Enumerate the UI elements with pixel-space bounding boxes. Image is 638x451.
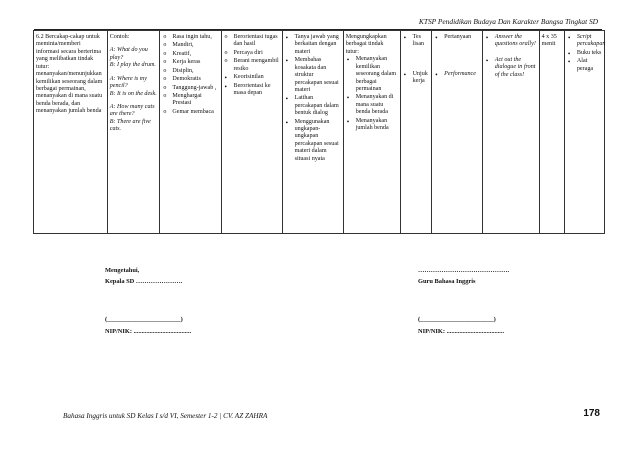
resources-list xyxy=(567,34,606,73)
right-signature-nip: NIP/NIK: .................................... xyxy=(418,328,505,335)
list-item: • Latihan percakapan dalam bentuk dialog xyxy=(285,95,341,117)
list-item: o Gemar membaca xyxy=(162,109,218,116)
list-item: o Percaya diri xyxy=(224,50,280,57)
list-item: • Script percakapan xyxy=(567,34,602,49)
indicators-cell xyxy=(343,31,400,234)
list-item: • Answer the questions orally! xyxy=(485,34,537,49)
list-item: • Keorisinilan xyxy=(224,74,280,81)
list-item: • Performance xyxy=(434,71,480,78)
list-item: • Alat peraga xyxy=(567,58,602,73)
orientation-cell xyxy=(221,31,282,234)
example-line: B: I play the drum. xyxy=(109,62,156,69)
examples-cell xyxy=(107,31,160,234)
left-signature-line1: Mengetahui, xyxy=(105,267,140,274)
indicators-intro: Mengungkapkan berbagai tindak tutur: xyxy=(345,34,387,55)
list-item: o Menghargai Prestasi xyxy=(162,93,218,108)
list-item: o Tanggung-jawab , xyxy=(162,85,218,92)
time-text: 4 x 35 menit xyxy=(541,34,557,48)
page-footer: Bahasa Inggris untuk SD Kelas I s/d VI, Semester 1-2 | CV. AZ ZAHRA xyxy=(63,412,268,420)
list-item: • Menanyakan di mana suatu benda berada xyxy=(346,94,398,116)
example-line: A: Where is my pencil? xyxy=(109,75,147,90)
list-item: • Menanyakan kemilikan seseorang dalam berbagai permainan xyxy=(346,56,398,93)
left-signature-line2: Kepala SD …………………. xyxy=(105,278,183,285)
example-line: B: There are five cats. xyxy=(109,118,151,133)
list-item: • Tanya jawab yang berkaitan dengan materi xyxy=(285,34,341,56)
orientation-list-bullets xyxy=(224,74,280,97)
example-line: A: What do you play? xyxy=(109,47,148,61)
example-line: B: It is on the desk. xyxy=(109,90,157,97)
left-signature-nip: NIP/NIK: .................................... xyxy=(105,328,192,335)
examples-label: Contoh: xyxy=(109,34,130,40)
form-list xyxy=(434,34,480,79)
competency-text: 6.2 Bercakap-cakap untuk meminta/memberi informasi secara berterima yang melibatkan tindak tutur: menanyakan/menunjukkan kemilikan seseorang dalam berbagai permainan, menanyakan di mana suatu benda berada, dan menanyakan jumlah benda xyxy=(36,34,103,115)
list-item: o Berorientasi tugas dan hasil xyxy=(224,34,280,49)
instrument-cell xyxy=(482,31,539,234)
syllabus-table xyxy=(33,30,605,234)
list-item: o Disiplin, xyxy=(162,68,218,75)
list-item: o Rasa ingin tahu, xyxy=(162,34,218,41)
list-item: o Berani mengambil resiko xyxy=(224,58,280,73)
list-item: • Membahas kosakata dan struktur percakapan sesuai materi xyxy=(285,57,341,94)
list-item: o Demokratis xyxy=(162,76,218,83)
list-item: • Menanyakan jumlah benda xyxy=(346,118,398,133)
resources-cell xyxy=(564,31,604,234)
list-item: • Menggunakan ungkapan-ungkapan percakapan sesuai materi dalam situasi nyata xyxy=(285,119,341,164)
page-number: 178 xyxy=(583,408,600,419)
right-signature-name: (_______________________) xyxy=(418,316,496,323)
left-signature-name: (_______________________) xyxy=(105,316,183,323)
values-cell xyxy=(160,31,221,234)
technique-list xyxy=(403,34,430,86)
list-item: • Tes lisan xyxy=(403,34,430,49)
technique-cell xyxy=(400,31,432,234)
list-item: • Berorientasi ke masa depan xyxy=(224,83,280,98)
page-header: KTSP Pendidikan Budaya Dan Karakter Bangsa Tingkat SD xyxy=(418,17,598,26)
orientation-list xyxy=(224,34,280,73)
right-signature-line1: ……………………………………. xyxy=(418,267,510,274)
time-cell xyxy=(539,31,564,234)
indicators-list xyxy=(346,56,398,132)
list-item: • Pertanyaan xyxy=(434,34,480,41)
list-item: o Kreatif, xyxy=(162,51,218,58)
list-item: • Unjuk kerja xyxy=(403,71,430,86)
instrument-list xyxy=(485,34,537,79)
list-item: o Mandiri, xyxy=(162,42,218,49)
activities-cell xyxy=(282,31,343,234)
values-list xyxy=(162,34,218,116)
activities-list xyxy=(285,34,341,163)
list-item: • Buku teks xyxy=(567,50,602,57)
list-item: o Kerja keras xyxy=(162,59,218,66)
competency-cell xyxy=(34,31,108,234)
right-signature-line2: Guru Bahasa Inggris xyxy=(418,278,476,285)
example-line: A: How many cats are there? xyxy=(109,103,155,118)
table-row xyxy=(34,31,605,234)
form-cell xyxy=(432,31,483,234)
list-item: • Act out the dialogue in front of the class! xyxy=(485,57,537,79)
